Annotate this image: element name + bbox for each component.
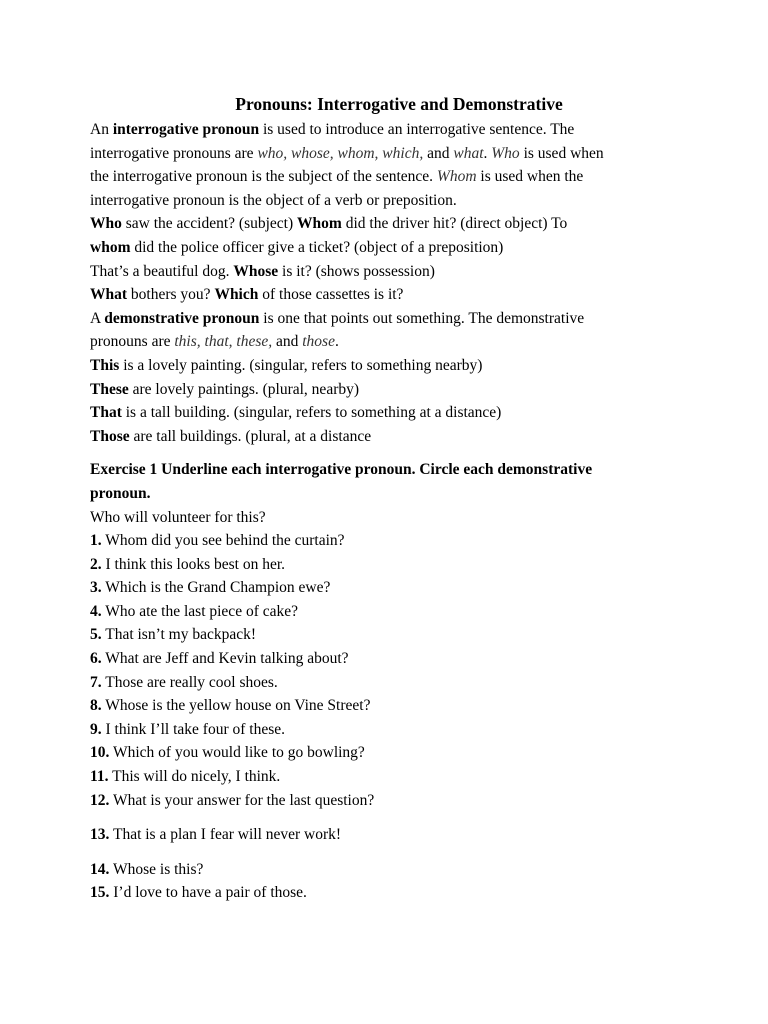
text-run: An xyxy=(90,121,113,138)
pronoun-bold: Who xyxy=(90,215,122,233)
exercise-item xyxy=(90,671,708,695)
pronoun-list-italic: who, whose, whom, which, xyxy=(257,144,424,162)
exercise-item xyxy=(90,576,708,600)
item-text: What are Jeff and Kevin talking about? xyxy=(101,650,349,668)
demo-line-1 xyxy=(90,307,708,331)
pronoun-bold: What xyxy=(90,286,128,304)
exercise-item xyxy=(90,858,708,882)
example-line xyxy=(90,236,708,260)
pronoun-bold: Those xyxy=(90,427,130,445)
exercise-item xyxy=(90,647,708,671)
item-number: 5. xyxy=(90,626,102,644)
text-run: bothers you? xyxy=(127,286,215,304)
pronoun-bold: That xyxy=(90,404,122,422)
term-bold: interrogative pronoun xyxy=(112,121,260,138)
pronoun-bold: whom xyxy=(90,238,131,256)
exercise-item xyxy=(90,823,708,847)
text-run: is used when the xyxy=(476,168,584,186)
exercise-item xyxy=(90,741,708,765)
exercise-item xyxy=(90,529,708,553)
item-text: Whose is the yellow house on Vine Street? xyxy=(101,697,371,715)
text-run: interrogative pronouns are xyxy=(90,144,258,162)
text-run: the interrogative pronoun is the subject of the sentence. xyxy=(90,168,437,186)
exercise-item xyxy=(90,694,708,718)
exercise-heading-cont: pronoun. xyxy=(90,484,151,502)
text-run: A xyxy=(90,309,105,327)
exercise-item xyxy=(90,553,708,577)
item-number: 14. xyxy=(90,860,110,878)
item-number: 10. xyxy=(90,744,110,762)
text-run: and xyxy=(423,144,454,162)
intro-line-1 xyxy=(90,118,708,142)
intro-line-3 xyxy=(90,165,708,189)
exercise-item xyxy=(90,765,708,789)
section-gap xyxy=(90,448,708,458)
text-run: are lovely paintings. (plural, nearby) xyxy=(128,380,360,398)
demo-example-line xyxy=(90,401,708,425)
text-run: saw the accident? (subject) xyxy=(121,215,298,233)
item-number: 1. xyxy=(90,532,102,550)
item-text: Which is the Grand Champion ewe? xyxy=(101,579,331,597)
item-text: Who ate the last piece of cake? xyxy=(101,602,299,620)
exercise-heading: Exercise 1 Underline each interrogative pronoun. Circle each demonstrative xyxy=(90,461,593,479)
example-line xyxy=(90,212,708,236)
exercise-item xyxy=(90,600,708,624)
item-number: 4. xyxy=(90,602,102,620)
pronoun-bold: These xyxy=(90,380,129,398)
exercise-item xyxy=(90,718,708,742)
pronoun-bold: Whose xyxy=(233,262,279,280)
demo-line-2 xyxy=(90,330,708,354)
exercise-item xyxy=(90,623,708,647)
item-text: I think I’ll take four of these. xyxy=(101,720,285,738)
exercise-sample: Who will volunteer for this? xyxy=(90,508,266,526)
item-gap xyxy=(90,812,708,823)
item-number: 9. xyxy=(90,720,102,738)
pronoun-bold: This xyxy=(90,356,120,374)
pronoun-bold: Whom xyxy=(297,215,342,233)
item-number: 6. xyxy=(90,650,102,668)
item-number: 15. xyxy=(90,884,110,902)
demo-example-line xyxy=(90,378,708,402)
pronoun-italic: what xyxy=(453,144,484,162)
text-run: . xyxy=(334,333,339,351)
text-run: is used when xyxy=(519,144,604,162)
text-run: is a tall building. (singular, refers to something at a distance) xyxy=(121,404,502,422)
item-text: This will do nicely, I think. xyxy=(108,768,281,786)
item-number: 7. xyxy=(90,673,102,691)
text-run: interrogative pronoun is the object of a verb or preposition. xyxy=(90,191,457,209)
text-run: is it? (shows possession) xyxy=(278,262,435,280)
text-run: is used to introduce an interrogative sentence. The xyxy=(259,121,575,138)
item-text: What is your answer for the last question? xyxy=(109,791,375,809)
text-run: are tall buildings. (plural, at a distance xyxy=(129,427,372,445)
item-text: I think this looks best on her. xyxy=(101,555,286,573)
demo-example-line xyxy=(90,354,708,378)
term-bold: demonstrative pronoun xyxy=(104,309,260,327)
exercise-item xyxy=(90,881,708,905)
text-run: and xyxy=(272,333,303,351)
text-run: did the driver hit? (direct object) To xyxy=(341,215,568,233)
pronoun-bold: Which xyxy=(214,286,259,304)
item-number: 12. xyxy=(90,791,110,809)
item-text: I’d love to have a pair of those. xyxy=(109,884,307,902)
item-text: Which of you would like to go bowling? xyxy=(109,744,365,762)
text-run: is a lovely painting. (singular, refers to something nearby) xyxy=(119,356,483,374)
page-title: Pronouns: Interrogative and Demonstrative xyxy=(235,94,563,114)
item-number: 8. xyxy=(90,697,102,715)
item-text: That is a plan I fear will never work! xyxy=(109,826,342,844)
text-run: . xyxy=(483,144,492,162)
item-number: 2. xyxy=(90,555,102,573)
pronoun-italic: Whom xyxy=(436,168,477,186)
text-run: is one that points out something. The demonstrative xyxy=(259,309,585,327)
item-number: 11. xyxy=(90,768,109,786)
item-text: Whose is this? xyxy=(109,860,204,878)
item-text: Those are really cool shoes. xyxy=(101,673,278,691)
item-gap xyxy=(90,847,708,858)
item-number: 3. xyxy=(90,579,102,597)
pronoun-italic: Who xyxy=(491,144,520,162)
item-text: Whom did you see behind the curtain? xyxy=(101,532,345,550)
item-number: 13. xyxy=(90,826,110,844)
intro-line-4 xyxy=(90,189,708,213)
demo-example-line xyxy=(90,425,708,449)
example-line xyxy=(90,283,708,307)
pronoun-italic: those xyxy=(302,333,335,351)
item-text: That isn’t my backpack! xyxy=(101,626,257,644)
text-run: did the police officer give a ticket? (object of a preposition) xyxy=(130,238,504,256)
text-run: pronouns are xyxy=(90,333,175,351)
text-run: of those cassettes is it? xyxy=(258,286,404,304)
exercise-item xyxy=(90,789,708,813)
pronoun-list-italic: this, that, these, xyxy=(174,333,273,351)
text-run: That’s a beautiful dog. xyxy=(90,262,234,280)
intro-line-2 xyxy=(90,142,708,166)
example-line xyxy=(90,260,708,284)
